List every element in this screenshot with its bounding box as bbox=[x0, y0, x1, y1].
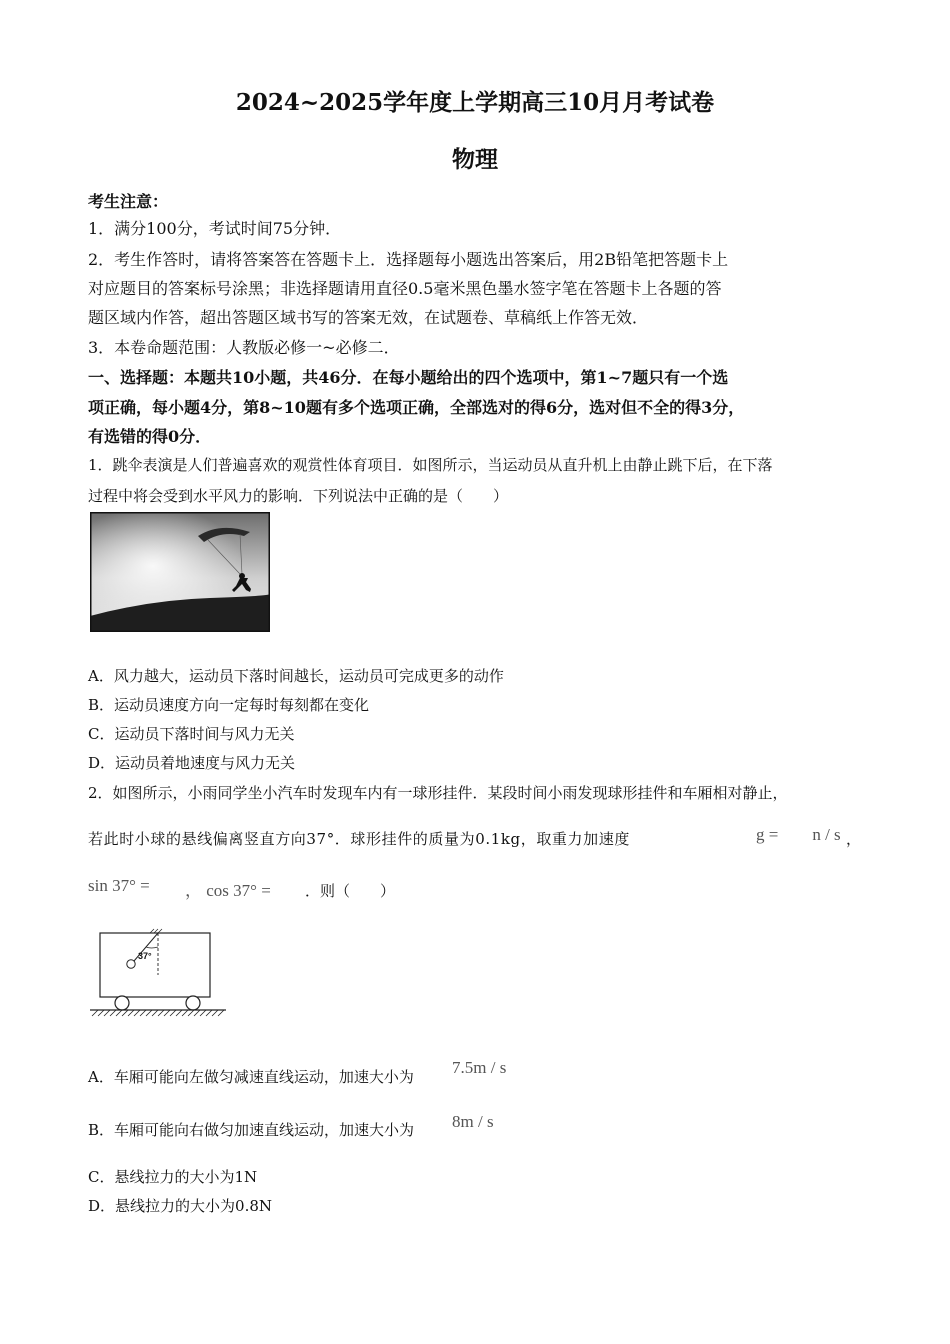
section-instructions: 一、选择题：本题共10小题，共46分．在每小题给出的四个选项中，第1~7题只有一个选 bbox=[88, 368, 729, 387]
cart-body bbox=[100, 933, 210, 997]
gravity-formula: g = n / s bbox=[756, 825, 841, 844]
question-2-option-a: A．车厢可能向左做匀减速直线运动，加速大小为 bbox=[88, 1068, 414, 1086]
question-2-option-b: B．车厢可能向右做匀加速直线运动，加速大小为 bbox=[88, 1121, 415, 1139]
notice-line: 3．本卷命题范围：人教版必修一~必修二． bbox=[88, 338, 400, 357]
question-1-option-d: D．运动员着地速度与风力无关 bbox=[88, 754, 296, 772]
parachute-photo bbox=[90, 512, 270, 632]
angle-label: 37° bbox=[138, 951, 152, 961]
question-2-stem: 若此时小球的悬线偏离竖直方向37°．球形挂件的质量为0.1kg，取重力加速度 bbox=[88, 830, 630, 848]
option-a-value: 7.5m / s bbox=[452, 1058, 507, 1077]
notice-line: 对应题目的答案标号涂黑；非选择题请用直径0.5毫米黑色墨水签字笔在答题卡上各题的答 bbox=[88, 279, 722, 298]
question-2-option-d: D．悬线拉力的大小为0.8N bbox=[88, 1197, 273, 1215]
notice-heading: 考生注意： bbox=[88, 192, 169, 211]
question-2-option-c: C．悬线拉力的大小为1N bbox=[88, 1168, 258, 1186]
section-instructions: 有选错的得0分． bbox=[88, 427, 212, 446]
cos-formula: ， cos 37° = bbox=[185, 881, 271, 900]
question-1-stem: 1．跳伞表演是人们普遍喜欢的观赏性体育项目．如图所示，当运动员从直升机上由静止跳下后，在下落 bbox=[88, 456, 773, 474]
question-1-option-c: C．运动员下落时间与风力无关 bbox=[88, 725, 295, 743]
notice-line: 题区域内作答，超出答题区域书写的答案无效，在试题卷、草稿纸上作答无效． bbox=[88, 308, 649, 327]
notice-line: 1．满分100分，考试时间75分钟． bbox=[88, 219, 342, 238]
section-instructions: 项正确，每小题4分，第8~10题有多个选项正确，全部选对的得6分，选对但不全的得3分， bbox=[88, 398, 745, 417]
question-1-option-a: A．风力越大，运动员下落时间越长，运动员可完成更多的动作 bbox=[88, 667, 504, 685]
subject-title: 物理 bbox=[452, 146, 498, 173]
question-2-prompt: ．则（ ） bbox=[305, 882, 396, 900]
wheel bbox=[186, 996, 200, 1010]
notice-line: 2．考生作答时，请将答案答在答题卡上．选择题每小题选出答案后，用2B铅笔把答题卡上 bbox=[88, 250, 729, 269]
exam-title: 2024~2025学年度上学期高三10月月考试卷 bbox=[235, 89, 715, 116]
question-1-stem: 过程中将会受到水平风力的影响．下列说法中正确的是（ ） bbox=[88, 487, 509, 505]
cart-diagram bbox=[88, 925, 228, 1025]
question-1-option-b: B．运动员速度方向一定每时每刻都在变化 bbox=[88, 696, 370, 714]
punctuation: ， bbox=[846, 830, 862, 848]
sin-formula: sin 37° = bbox=[88, 876, 150, 895]
option-b-value: 8m / s bbox=[452, 1112, 494, 1131]
question-2-stem: 2．如图所示，小雨同学坐小汽车时发现车内有一球形挂件．某段时间小雨发现球形挂件和车厢相对静止， bbox=[88, 784, 788, 802]
ball bbox=[127, 960, 135, 968]
wheel bbox=[115, 996, 129, 1010]
ground-hatching bbox=[92, 1010, 224, 1016]
